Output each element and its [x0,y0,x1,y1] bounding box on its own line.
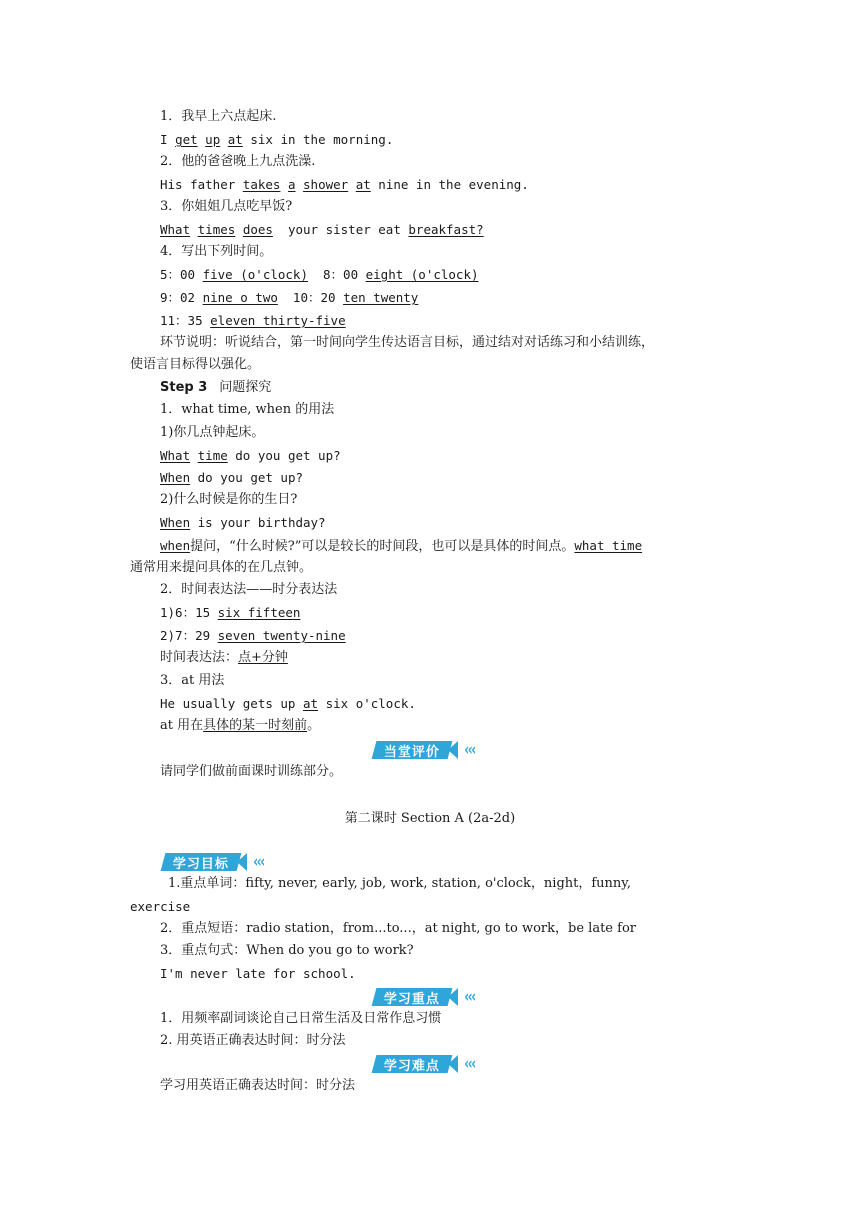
line-22: 2．时间表达法——时分表达法 [160,582,338,597]
line-24 [160,627,346,645]
banner-box [372,1055,453,1073]
line-21: 通常用来提问具体的在几点钟。 [130,560,313,575]
line-15: 1)你几点钟起床。 [160,425,265,440]
line-9 [160,289,418,307]
banner-classroom-evaluation [374,739,477,761]
answer: what time [574,538,643,553]
answer: does [242,222,273,237]
line-19 [160,514,326,532]
line-31: exercise [130,899,191,914]
line-35: 1．用频率副词谈论自己日常生活及日常作息习惯 [160,1011,442,1026]
line-1: 1．我早上六点起床. [160,109,277,124]
line-8 [160,266,479,284]
line-32: 2．重点短语：radio station，from...to...，at night, go to work，be late for [160,921,636,936]
answer: at [227,132,243,147]
answer: five (o'clock) [202,267,308,282]
text: at 用在 [160,718,204,733]
section-title: 第二课时 Section A (2a-2d) [344,811,516,826]
answer: seven twenty-nine [217,628,346,643]
answer: at [303,696,319,711]
text [296,177,304,192]
text: 5：00 [160,267,203,282]
line-29: 请同学们做前面课时训练部分。 [160,764,343,779]
line-11: 环节说明：听说结合，第一时间向学生传达语言目标，通过结对对话练习和小结训练， [160,335,655,350]
answer: 点+分钟 [238,650,288,665]
line-36: 2. 用英语正确表达时间：时分法 [160,1033,346,1048]
banner-learning-goals [163,851,266,873]
line-12: 使语言目标得以强化。 [130,357,261,372]
text: I [160,132,176,147]
text: six in the morning. [242,132,394,147]
text: 提问，“什么时候?”可以是较长的时间段，也可以是具体的时间点。 [190,539,575,554]
text: 11：35 [160,313,211,328]
step-label: Step 3 [160,380,208,395]
answer: What [160,448,191,463]
answer: eight (o'clock) [365,267,479,282]
answer: six fifteen [217,605,301,620]
line-25 [160,649,288,667]
line-26: 3．at 用法 [160,673,225,688]
line-34: I'm never late for school. [160,966,356,981]
answer: a [287,177,296,192]
text: His father [160,177,243,192]
text [190,222,198,237]
text: nine in the evening. [370,177,529,192]
answer: When [160,515,191,530]
banner-box [161,853,242,871]
line-37: 学习用英语正确表达时间：时分法 [160,1078,356,1093]
answer: up [205,132,221,147]
answer: eleven thirty-five [210,313,346,328]
line-18: 2)什么时候是你的生日? [160,492,298,507]
line-33: 3．重点句式：When do you go to work? [160,943,414,958]
banner-label: 学习目标 [173,856,230,872]
answer: 具体的某一时刻前 [203,718,308,733]
step-heading [160,379,271,397]
text [220,132,228,147]
banner-label: 学习重点 [384,991,441,1007]
answer: ten twenty [343,290,419,305]
answer: shower [303,177,349,192]
text: 9：02 [160,290,203,305]
answer: when [160,538,191,553]
text [280,177,288,192]
line-3: 2．他的爸爸晚上九点洗澡. [160,154,316,169]
answer: nine o two [202,290,278,305]
text: 。 [307,718,321,733]
text [348,177,356,192]
line-4 [160,176,529,194]
chevrons-icon: ‹‹‹ [464,1054,475,1074]
line-7: 4．写出下列时间。 [160,244,273,259]
text: 时间表达法： [160,650,239,665]
answer: get [175,132,198,147]
banner-difficulties [374,1053,477,1075]
answer: breakfast? [408,222,484,237]
chevrons-icon: ‹‹‹ [253,852,264,872]
chevrons-icon: ‹‹‹ [464,740,475,760]
text: He usually gets up [160,696,303,711]
text: 10：20 [277,290,344,305]
banner-label: 当堂评价 [384,744,441,760]
line-30: 1.重点单词：fifty, never, early, job, work, station, o'clock，night，funny, [168,876,632,891]
text: 8：00 [307,267,366,282]
text: 2)7：29 [160,628,218,643]
text: six o'clock. [318,696,416,711]
text: do you get up? [227,448,341,463]
answer: takes [242,177,281,192]
text [235,222,243,237]
line-20 [160,537,642,556]
answer: at [355,177,371,192]
chevrons-icon: ‹‹‹ [464,987,475,1007]
line-17 [160,469,303,487]
line-27 [160,695,416,713]
line-23 [160,604,300,622]
answer: What [160,222,191,237]
line-28 [160,717,320,735]
banner-box [372,741,453,759]
text [190,448,198,463]
line-14: 1．what time, when 的用法 [160,402,335,417]
step-title: 问题探究 [219,380,272,395]
banner-key-points [374,986,477,1008]
text: your sister eat [272,222,409,237]
answer: times [197,222,236,237]
text: do you get up? [190,470,303,485]
line-5: 3．你姐姐几点吃早饭? [160,199,293,214]
line-10 [160,312,346,330]
banner-label: 学习难点 [384,1058,441,1074]
text: is your birthday? [190,515,326,530]
answer: When [160,470,191,485]
answer: time [197,448,228,463]
line-2 [160,131,393,149]
line-6 [160,221,484,239]
banner-box [372,988,453,1006]
line-16 [160,447,341,465]
text: 1)6：15 [160,605,218,620]
